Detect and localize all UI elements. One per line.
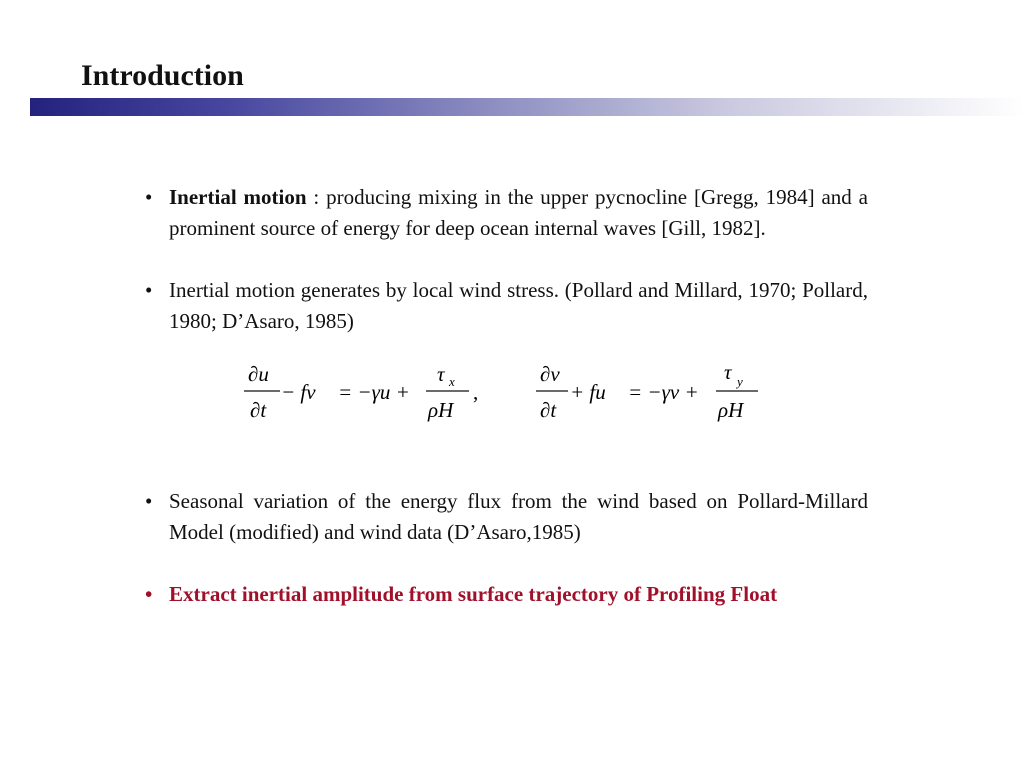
bullet-inertial-motion: [145, 182, 868, 244]
equation-1: [244, 362, 478, 422]
bullet-marker: •: [145, 185, 153, 209]
bullet-wind-stress: [145, 275, 868, 337]
bullet-marker: •: [145, 278, 153, 302]
eq2-tau: τ: [724, 360, 732, 384]
eq2-rhoH: ρH: [718, 398, 744, 422]
eq1-comma: ,: [473, 380, 479, 404]
eq2-coriolis-term: + fu: [570, 380, 606, 404]
bullet-text: Extract inertial amplitude from surface trajectory of Profiling Float: [169, 582, 778, 606]
eq1-rhoH: ρH: [428, 398, 454, 422]
eq2-numerator: ∂v: [540, 362, 560, 386]
slide-title: Introduction: [81, 59, 244, 92]
equations: [0, 345, 1024, 462]
equation-figure: [0, 345, 1024, 462]
eq1-denominator: ∂t: [250, 398, 267, 422]
equation-2: [536, 360, 758, 422]
eq2-tau-subscript: y: [737, 374, 743, 389]
eq1-tau: τ: [437, 362, 445, 386]
bullet-text: Inertial motion generates by local wind stress. (Pollard and Millard, 1970; Pollard, 1980; D’Asaro, 1985): [169, 278, 868, 333]
bullet-marker: •: [145, 489, 153, 513]
eq1-tau-subscript: x: [449, 374, 455, 389]
bullet-text: Seasonal variation of the energy flux from the wind based on Pollard-Millard Model (modified) and wind data (D’Asaro,1985): [169, 489, 868, 544]
bullet-extract-amplitude: [145, 579, 868, 610]
eq1-numerator: ∂u: [248, 362, 269, 386]
bullet-marker: •: [145, 582, 153, 606]
bullet-term: Inertial motion: [169, 185, 307, 209]
eq1-coriolis-term: − fv: [281, 380, 316, 404]
bullet-list: [145, 182, 868, 610]
title-gradient-bar: [30, 98, 1024, 116]
bullet-text: : producing mixing in the upper pycnocline [Gregg, 1984] and a prominent source of energy for deep ocean internal waves [Gill, 1982].: [169, 185, 869, 240]
bullet-seasonal-variation: [145, 486, 868, 548]
eq2-denominator: ∂t: [540, 398, 557, 422]
eq2-friction-term: = −γv +: [628, 380, 699, 404]
eq1-friction-term: = −γu +: [338, 380, 410, 404]
